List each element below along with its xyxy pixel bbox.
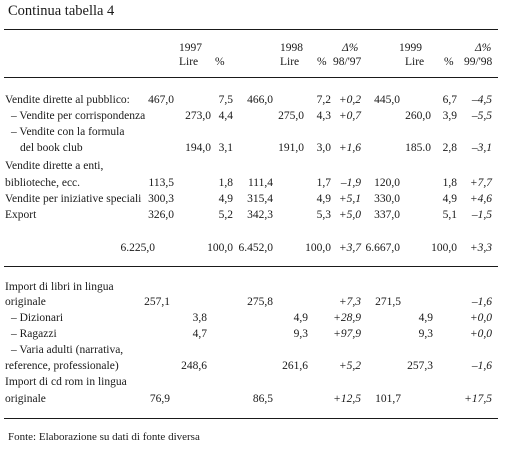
cell-pct-1997: 7,5 — [218, 94, 233, 106]
cell-lire-1997: 76,9 — [149, 393, 170, 405]
cell-lire-1998: 275,0 — [278, 110, 304, 122]
header-lire-1999: Lire — [405, 56, 425, 68]
cell-delta-9897: +0,7 — [338, 110, 361, 122]
cell-delta-9998: –1,5 — [471, 209, 492, 221]
cell-lire-1997: 194,0 — [185, 142, 211, 154]
cell-delta-9998: –1,6 — [471, 296, 492, 308]
header-label-9998: 99/'98 — [464, 56, 493, 68]
cell-pct-1999: 3,9 — [442, 110, 457, 122]
header-lire-1997: Lire — [179, 56, 199, 68]
cell-lire-1997: 300,3 — [148, 193, 174, 205]
cell-lire-1999: 260,0 — [405, 110, 431, 122]
cell-delta-9897: +5,0 — [338, 209, 361, 221]
cell-value-1999: 4,9 — [418, 312, 433, 324]
cell-delta-9897: +5,1 — [338, 193, 361, 205]
row-label-cont: originale — [5, 393, 46, 405]
cell-delta-9998: –5,5 — [471, 110, 492, 122]
table-title: Continua tabella 4 — [8, 3, 115, 19]
cell-lire-1999: 445,0 — [374, 94, 400, 106]
cell-delta-9897: +3,7 — [338, 242, 361, 254]
cell-value-1998: 4,9 — [293, 312, 308, 324]
cell-pct-1997: 5,2 — [218, 209, 233, 221]
cell-lire-1997: 326,0 — [148, 209, 174, 221]
cell-lire-1999: 337,0 — [374, 209, 400, 221]
cell-lire-1997: 273,0 — [185, 110, 211, 122]
cell-delta-9897: +97,9 — [333, 328, 361, 340]
row-label: – Ragazzi — [11, 328, 57, 340]
cell-lire-1998: 191,0 — [278, 142, 304, 154]
cell-delta-9998: +4,6 — [469, 193, 492, 205]
row-label: Vendite per iniziative speciali — [5, 193, 142, 205]
cell-lire-1998: 275,8 — [247, 296, 273, 308]
cell-lire-1999: 185.0 — [405, 142, 431, 154]
cell-pct-1999: 5,1 — [442, 209, 457, 221]
cell-pct-1999: 1,8 — [442, 177, 457, 189]
cell-pct-1997: 100,0 — [207, 242, 233, 254]
cell-delta-9897: +7,3 — [338, 296, 361, 308]
cell-lire-1997: 113,5 — [148, 177, 174, 189]
cell-pct-1998: 7,2 — [316, 94, 331, 106]
header-pct-1998: % — [317, 56, 327, 68]
row-label: – Vendite per corrispondenza — [11, 110, 146, 122]
cell-pct-1998: 4,3 — [316, 110, 331, 122]
cell-delta-9998: +17,5 — [464, 393, 492, 405]
cell-lire-1998: 315,4 — [247, 193, 273, 205]
cell-pct-1997: 4,9 — [218, 193, 233, 205]
row-label: Export — [5, 209, 37, 221]
cell-pct-1998: 3,0 — [316, 142, 331, 154]
cell-value-1997: 248,6 — [181, 360, 207, 372]
row-label: Vendite dirette a enti, — [5, 160, 104, 172]
cell-lire-1999: 101,7 — [375, 393, 401, 405]
source-note: Fonte: Elaborazione su dati di fonte diversa — [8, 431, 200, 443]
row-label: – Dizionari — [11, 312, 64, 324]
cell-delta-9897: +12,5 — [333, 393, 361, 405]
cell-pct-1998: 1,7 — [316, 177, 331, 189]
cell-pct-1999: 2,8 — [442, 142, 457, 154]
cell-pct-1999: 6,7 — [442, 94, 457, 106]
cell-value-1999: 9,3 — [418, 328, 433, 340]
header-label-9897: 98/'97 — [333, 56, 362, 68]
section-rule — [4, 266, 498, 267]
top-rule — [4, 29, 498, 30]
cell-lire-1997: 467,0 — [148, 94, 174, 106]
header-delta-9897: Δ% — [342, 42, 359, 54]
cell-delta-9897: +5,2 — [338, 360, 361, 372]
cell-lire-1998: 111,4 — [247, 177, 273, 189]
cell-pct-1997: 3,1 — [218, 142, 233, 154]
cell-pct-1997: 4,4 — [218, 110, 233, 122]
cell-delta-9897: –1,9 — [340, 177, 361, 189]
cell-value-1997: 4,7 — [192, 328, 207, 340]
cell-delta-9998: –1,6 — [471, 360, 492, 372]
cell-pct-1998: 4,9 — [316, 193, 331, 205]
cell-delta-9897: +28,9 — [333, 312, 361, 324]
header-year-1998: 1998 — [280, 42, 303, 54]
cell-delta-9998: +0,0 — [469, 328, 492, 340]
cell-pct-1997: 1,8 — [218, 177, 233, 189]
header-lire-1998: Lire — [280, 56, 300, 68]
cell-lire-1998: 466,0 — [247, 94, 273, 106]
row-label: Import di cd rom in lingua — [5, 376, 127, 388]
cell-delta-9998: +3,3 — [469, 242, 492, 254]
header-year-1999: 1999 — [399, 42, 422, 54]
row-label-cont: reference, professionale) — [5, 360, 119, 372]
bottom-rule — [4, 418, 498, 419]
cell-value-1999: 257,3 — [407, 360, 433, 372]
cell-lire-1997: 257,1 — [144, 296, 170, 308]
header-pct-1997: % — [215, 56, 225, 68]
cell-delta-9998: –3,1 — [471, 142, 492, 154]
row-label: – Vendite con la formula — [11, 126, 125, 138]
cell-lire-1999: 330,0 — [374, 193, 400, 205]
cell-value-1998: 261,6 — [282, 360, 308, 372]
header-pct-1999: % — [444, 56, 454, 68]
cell-pct-1998: 100,0 — [305, 242, 331, 254]
header-delta-9998: Δ% — [475, 42, 492, 54]
row-label: Import di libri in lingua — [5, 281, 114, 293]
cell-lire-1999: 120,0 — [374, 177, 400, 189]
row-label-cont: biblioteche, ecc. — [5, 177, 81, 189]
row-label-cont: originale — [5, 296, 46, 308]
header-year-1997: 1997 — [179, 42, 202, 54]
cell-value-1997: 3,8 — [192, 312, 207, 324]
cell-delta-9998: –4,5 — [471, 94, 492, 106]
cell-lire-1998: 6.452,0 — [238, 242, 273, 254]
cell-lire-1997: 6.225,0 — [120, 242, 155, 254]
cell-lire-1999: 6.667,0 — [365, 242, 400, 254]
cell-pct-1998: 5,3 — [316, 209, 331, 221]
cell-lire-1999: 271,5 — [375, 296, 401, 308]
cell-pct-1999: 100,0 — [431, 242, 457, 254]
row-label: – Varia adulti (narrativa, — [11, 344, 124, 356]
row-label-cont: del book club — [20, 142, 83, 154]
cell-delta-9998: +0,0 — [469, 312, 492, 324]
cell-pct-1999: 4,9 — [442, 193, 457, 205]
cell-delta-9897: +1,6 — [338, 142, 361, 154]
header-rule — [4, 77, 498, 78]
cell-lire-1998: 86,5 — [252, 393, 273, 405]
cell-lire-1998: 342,3 — [247, 209, 273, 221]
cell-value-1998: 9,3 — [293, 328, 308, 340]
cell-delta-9897: +0,2 — [338, 94, 361, 106]
row-label: Vendite dirette al pubblico: — [5, 94, 130, 106]
cell-delta-9998: +7,7 — [469, 177, 492, 189]
